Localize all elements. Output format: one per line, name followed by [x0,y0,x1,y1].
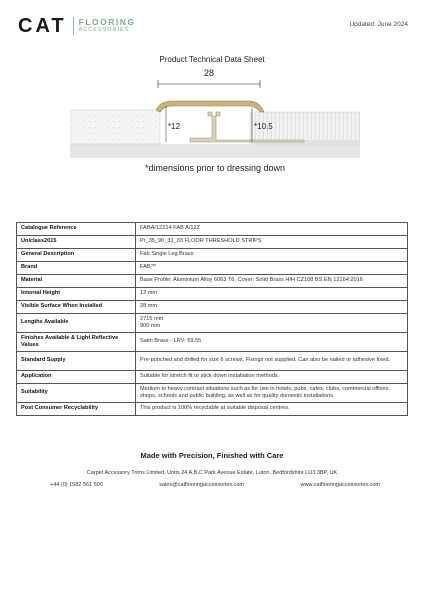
spec-row [17,288,408,301]
footer-tagline: Made with Precision, Finished with Care [140,451,284,460]
spec-label: Post Consumer Recyclability [17,403,136,416]
spec-row [17,352,408,371]
spec-value-line: 900 mm [140,323,161,329]
spec-value: Pr_35_90_31_33 FLOOR THRESHOLD STRIPS [136,236,408,249]
footer-address: Carpet Accessory Trims Limited, Units 24 A,B,C Park Avenue Estate, Luton, Bedfordshire LU3 3BP, UK [86,470,338,476]
spec-row [17,249,408,262]
left-height-label: *12 [168,122,181,131]
spec-label: Uniclass2015 [17,236,136,249]
logo-line-2: ACCESSORIES [78,27,130,33]
company-logo [18,16,135,36]
spec-row [17,301,408,314]
spec-row [17,262,408,275]
phone-number: +44 (0) 1582 561 500 [50,482,103,488]
spec-row [17,403,408,416]
left-floor-covering [70,110,160,144]
footer-contacts [50,482,380,488]
dimensions-note: *dimensions prior to dressing down [144,163,286,173]
spec-label: Lengths Available [17,314,136,333]
spec-value: Pre-punched and drilled for size 6 screws. Fixings not supplied. Can also be nailed or adhesive fixed. [136,352,408,371]
spec-value: Base Profile: Aluminium Alloy 6063 T6, Cover: Solid Brass H/H CZ108 BS EN 12164:2016 [136,275,408,288]
spec-row [17,384,408,403]
spec-label: Suitability [17,384,136,403]
spec-row [17,371,408,384]
spec-label: Brand [17,262,136,275]
spec-row [17,275,408,288]
header [18,16,408,38]
logo-wordmark: CAT [18,15,67,37]
logo-divider [73,17,74,35]
spec-label: Finishes Available & Light Reflective Values [17,333,136,352]
spec-row [17,236,408,249]
spec-label: Internal Height [17,288,136,301]
document-title: Product Technical Data Sheet [159,55,265,64]
logo-subtitle [79,18,136,34]
spec-row [17,223,408,236]
specifications-table [16,222,408,416]
email-link[interactable]: sales@catflooringaccessories.com [159,482,245,488]
logo-line-1: FLOORING [78,17,136,27]
spec-value: FAB™ [136,262,408,275]
website-link[interactable]: www.catflooringaccessories.com [300,482,380,488]
spec-label: Application [17,371,136,384]
profile-diagram [70,66,360,178]
spec-value: This product is 100% recyclable at suitable disposal centres. [136,403,408,416]
spec-value: FABA/12Z14 FAB A/12Z [136,223,408,236]
spec-value-line: 2715 mm [140,315,164,322]
spec-label: Catalogue Reference [17,223,136,236]
spec-value: Medium to heavy contract situations such as for use in hotels, pubs, cafes, clubs, commercial offices, shops, schools and public building, as well as for quality domestic installations. [136,384,408,403]
spec-value [136,314,408,333]
spec-value: 12 mm [136,288,408,301]
spec-row [17,333,408,352]
right-height-label: *10.5 [254,122,273,131]
brass-cover [156,101,264,112]
spec-label: General Description [17,249,136,262]
spec-value: Suitable for stretch fit or stick down installation methods. [136,371,408,384]
width-dimension-label: 28 [203,68,215,78]
spec-value: 28 mm [136,301,408,314]
spec-label: Visible Surface When Installed [17,301,136,314]
spec-label: Standard Supply [17,352,136,371]
spec-value: Satin Brass - LRV: 59.55 [136,333,408,352]
spec-row [17,314,408,333]
updated-date: Updated: June 2024 [349,21,408,28]
spec-label: Material [17,275,136,288]
spec-value: Fab Single Leg Brass [136,249,408,262]
subfloor [70,144,360,158]
